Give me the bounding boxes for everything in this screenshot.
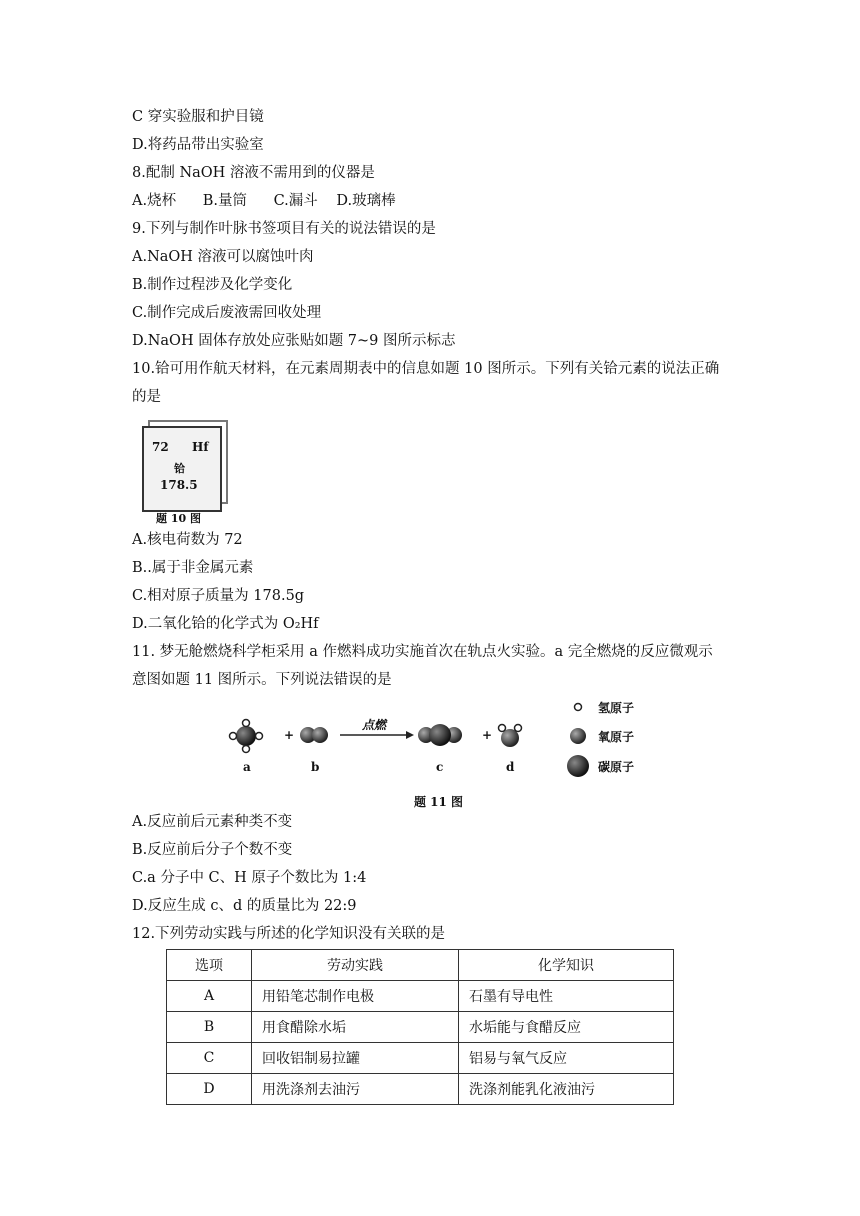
- table-header-row: [167, 950, 674, 981]
- element-name: 铪: [174, 462, 185, 475]
- cell-knowledge: 洗涤剂能乳化液油污: [459, 1074, 674, 1105]
- cell-knowledge: 水垢能与食醋反应: [459, 1012, 674, 1043]
- q10-stem-cont: 的是: [132, 389, 161, 405]
- reaction-condition: 点燃: [362, 718, 387, 732]
- header-option: 选项: [167, 950, 252, 981]
- q9-option-a: A.NaOH 溶液可以腐蚀叶肉: [132, 249, 314, 265]
- q8-stem: 8.配制 NaOH 溶液不需用到的仪器是: [132, 165, 375, 181]
- q8-option-a: A.烧杯: [132, 193, 177, 209]
- plus-sign-2: +: [482, 728, 493, 742]
- q11-option-c: C.a 分子中 C、H 原子个数比为 1:4: [132, 870, 367, 886]
- table-row: [167, 981, 674, 1012]
- label-a: a: [243, 760, 251, 774]
- q8-option-c: C.漏斗: [273, 193, 318, 209]
- q9-stem: 9.下列与制作叶脉书签项目有关的说法错误的是: [132, 221, 436, 237]
- table-row: [167, 1012, 674, 1043]
- q10-option-d: D.二氧化铪的化学式为 O₂Hf: [132, 616, 319, 632]
- legend-hydrogen-label: 氢原子: [598, 701, 635, 715]
- legend-carbon-label: 碳原子: [598, 760, 635, 774]
- molecule-b: [300, 727, 328, 743]
- q9-option-c: C.制作完成后废液需回收处理: [132, 305, 322, 321]
- legend-carbon-icon: [567, 755, 589, 777]
- q11-option-a: A.反应前后元素种类不变: [132, 814, 293, 830]
- q9-option-b: B.制作过程涉及化学变化: [132, 277, 293, 293]
- cell-practice: 回收铝制易拉罐: [252, 1043, 459, 1074]
- legend-oxygen-icon: [570, 728, 586, 744]
- q12-stem: 12.下列劳动实践与所述的化学知识没有关联的是: [132, 926, 446, 942]
- q10-stem: 10.铪可用作航天材料，在元素周期表中的信息如题 10 图所示。下列有关铪元素的说法正确: [132, 361, 720, 377]
- cell-knowledge: 石墨有导电性: [459, 981, 674, 1012]
- cell-option: C: [167, 1043, 252, 1074]
- cell-option: A: [167, 981, 252, 1012]
- q9-option-d: D.NaOH 固体存放处应张贴如题 7~9 图所示标志: [132, 333, 456, 349]
- cell-option: B: [167, 1012, 252, 1043]
- element-card-figure: [138, 418, 230, 528]
- figure-11-caption: 题 11 图: [414, 795, 464, 809]
- header-knowledge: 化学知识: [459, 950, 674, 981]
- molecule-c: [418, 724, 462, 746]
- legend-hydrogen-icon: [575, 704, 582, 711]
- q8-option-d: D.玻璃棒: [336, 193, 396, 209]
- q10-option-c: C.相对原子质量为 178.5g: [132, 588, 305, 604]
- molecule-a: [230, 720, 263, 753]
- label-b: b: [311, 760, 320, 774]
- q7-option-c: C 穿实验服和护目镜: [132, 109, 264, 125]
- plus-sign-1: +: [284, 728, 295, 742]
- reaction-diagram: [220, 690, 660, 812]
- q11-stem: 11. 梦无舱燃烧科学柜采用 a 作燃料成功实施首次在轨点火实验。a 完全燃烧的反应微观示: [132, 644, 713, 660]
- q11-option-b: B.反应前后分子个数不变: [132, 842, 293, 858]
- label-d: d: [506, 760, 515, 774]
- legend-oxygen-label: 氧原子: [598, 730, 635, 744]
- q10-option-b: B..属于非金属元素: [132, 560, 254, 576]
- atomic-number: 72: [152, 440, 169, 454]
- cell-knowledge: 铝易与氧气反应: [459, 1043, 674, 1074]
- atomic-mass: 178.5: [160, 478, 198, 492]
- q8-options: [132, 191, 396, 211]
- q11-option-d: D.反应生成 c、d 的质量比为 22:9: [132, 898, 357, 914]
- table-row: [167, 1043, 674, 1074]
- figure-10-caption: 题 10 图: [156, 512, 201, 525]
- header-practice: 劳动实践: [252, 950, 459, 981]
- table-row: [167, 1074, 674, 1105]
- molecule-d: [499, 725, 522, 748]
- q10-option-a: A.核电荷数为 72: [132, 532, 243, 548]
- cell-practice: 用食醋除水垢: [252, 1012, 459, 1043]
- cell-practice: 用铅笔芯制作电极: [252, 981, 459, 1012]
- cell-practice: 用洗涤剂去油污: [252, 1074, 459, 1105]
- q8-option-b: B.量筒: [202, 193, 247, 209]
- element-symbol: Hf: [192, 440, 209, 454]
- label-c: c: [436, 760, 444, 774]
- q11-stem-cont: 意图如题 11 图所示。下列说法错误的是: [132, 672, 392, 688]
- q7-option-d: D.将药品带出实验室: [132, 137, 264, 153]
- q12-table: [166, 949, 674, 1105]
- cell-option: D: [167, 1074, 252, 1105]
